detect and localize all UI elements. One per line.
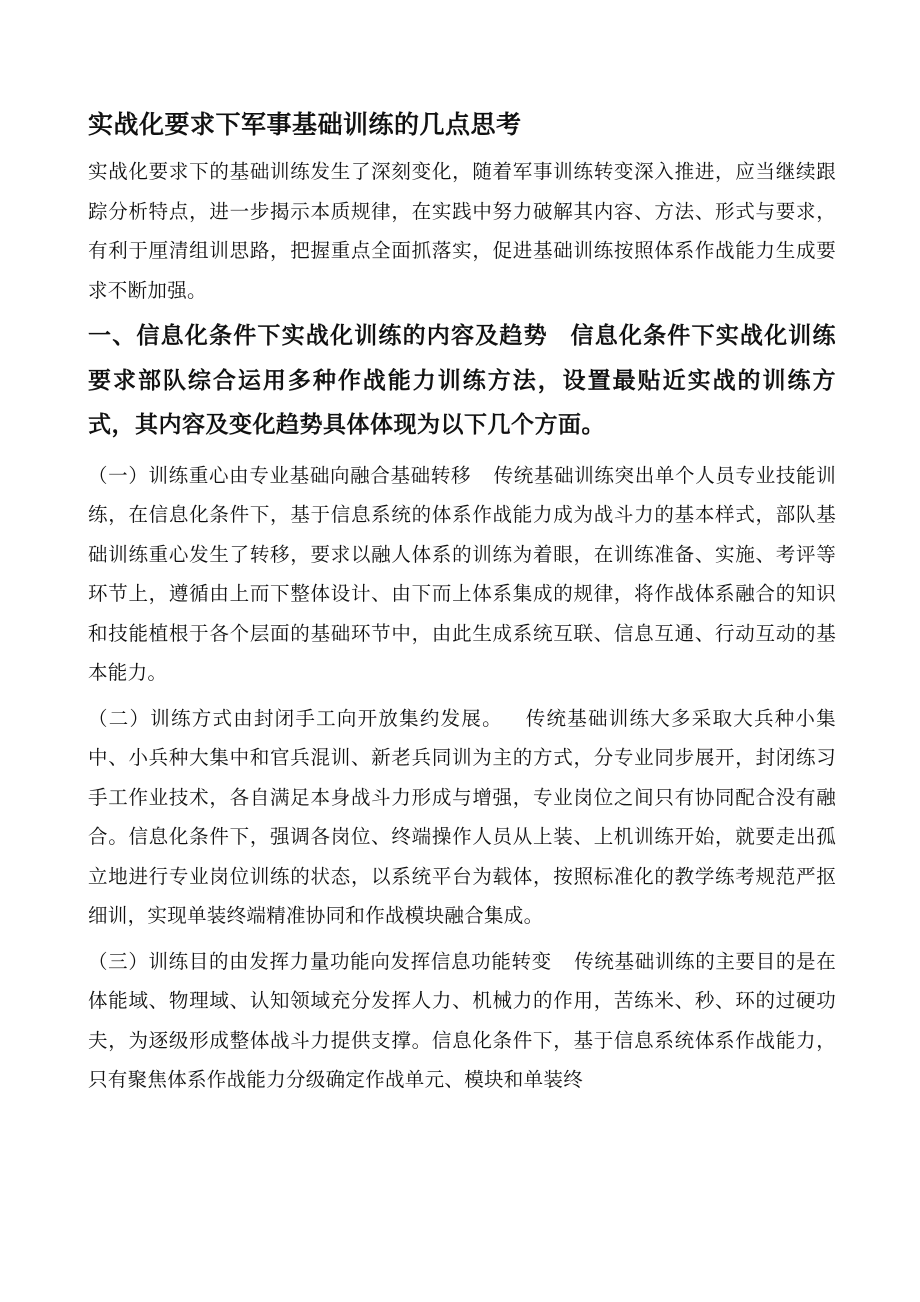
subsection-3-heading: （三）训练目的由发挥力量功能向发挥信息功能转变 <box>88 949 552 973</box>
subsection-2-text: 传统基础训练大多采取大兵种小集中、小兵种大集中和官兵混训、新老兵同训为主的方式，分专业同步展开，封闭练习手工作业技术，各自满足本身战斗力形成与增强，专业岗位之间只有协同配合没有融合。信息化条件下，强调各岗位、终端操作人员从上装、上机训练开始，就要走出孤立地进行专业岗位训练的状态，以系统平台为载体，按照标准化的教学练考规范严抠细训，实现单装终端精准协同和作战模块融合集成。 <box>88 706 836 927</box>
section-1-heading: 一、信息化条件下实战化训练的内容及趋势 <box>88 323 548 349</box>
document-title: 实战化要求下军事基础训练的几点思考 <box>88 110 522 139</box>
subsection-1 <box>88 456 836 693</box>
subsection-3-text: 传统基础训练的主要目的是在体能域、物理域、认知领域充分发挥人力、机械力的作用，苦练米、秒、环的过硬功夫，为逐级形成整体战斗力提供支撑。信息化条件下，基于信息系统体系作战能力，只有聚焦体系作战能力分级确定作战单元、模块和单装终 <box>88 949 836 1091</box>
document-page <box>88 104 836 1106</box>
subsection-1-text: 传统基础训练突出单个人员专业技能训练，在信息化条件下，基于信息系统的体系作战能力成为战斗力的基本样式，部队基础训练重心发生了转移，要求以融人体系的训练为着眼，在训练准备、实施、考评等环节上，遵循由上而下整体设计、由下而上体系集成的规律，将作战体系融合的知识和技能植根于各个层面的基础环节中，由此生成系统互联、信息互通、行动互动的基本能力。 <box>88 463 836 684</box>
section-1-text: 信息化条件下实战化训练要求部队综合运用多种作战能力训练方法，设置最贴近实战的训练方式，其内容及变化趋势具体体现为以下几个方面。 <box>88 323 837 438</box>
intro-paragraph: 实战化要求下的基础训练发生了深刻变化，随着军事训练转变深入推进，应当继续跟踪分析特点，进一步揭示本质规律，在实践中努力破解其内容、方法、形式与要求，有利于厘清组训思路，把握重点全面抓落实，促进基础训练按照体系作战能力生成要求不断加强。 <box>88 160 836 302</box>
subsection-1-heading: （一）训练重心由专业基础向融合基础转移 <box>88 463 472 487</box>
subsection-2 <box>88 699 836 936</box>
section-1 <box>88 314 836 448</box>
subsection-2-heading: （二）训练方式由封闭手工向开放集约发展。 <box>88 706 503 730</box>
subsection-3 <box>88 942 836 1100</box>
